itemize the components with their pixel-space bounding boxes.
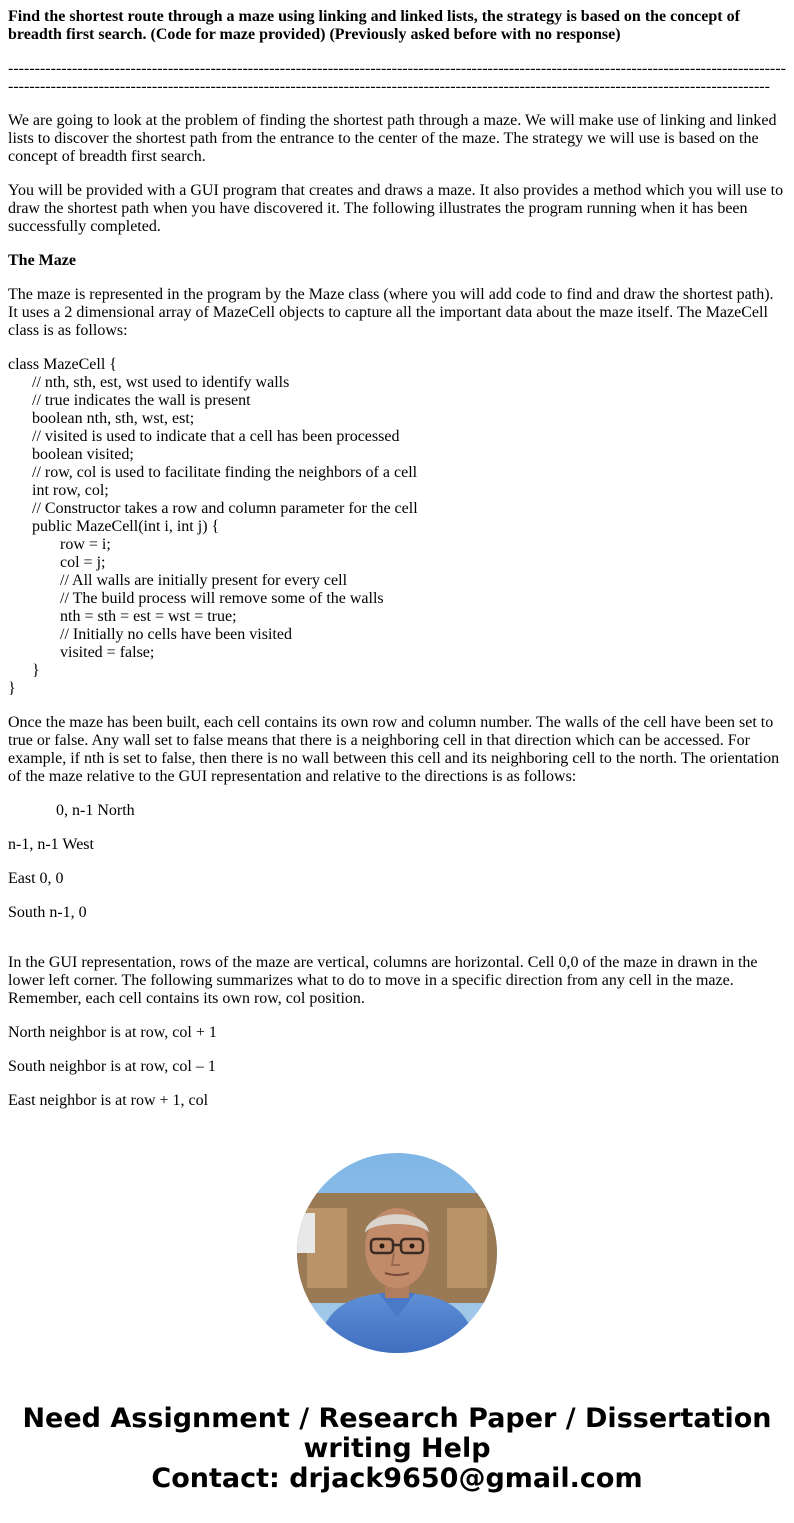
code-line: col = j; [8, 554, 106, 571]
promo-contact: Contact: drjack9650@gmail.com [151, 1463, 643, 1494]
gui-paragraph: You will be provided with a GUI program that creates and draws a maze. It also provides a method which you will use to draw the shortest path when you have discovered it. The following illustrates the program running when it has been successfully completed. [8, 182, 784, 235]
code-line: // All walls are initially present for every cell [8, 572, 348, 589]
mazecell-code-block [8, 356, 786, 698]
promo-banner [0, 1404, 794, 1494]
intro-paragraph: We are going to look at the problem of finding the shortest path through a maze. We will make use of linking and linked lists to discover the shortest path from the entrance to the center of the maze. The strategy we will use is based on the concept of breadth first search. [8, 112, 777, 165]
maze-description: The maze is represented in the program by the Maze class (where you will add code to find and draw the shortest path). It uses a 2 dimensional array of MazeCell objects to capture all the important data about the maze itself. The MazeCell class is as follows: [8, 286, 774, 339]
orientation-north: 0, n-1 North [56, 802, 135, 819]
code-line: } [8, 662, 40, 679]
code-line: // row, col is used to facilitate finding the neighbors of a cell [8, 464, 418, 481]
avatar [297, 1153, 497, 1353]
code-line: class MazeCell { [8, 356, 117, 373]
orientation-west: n-1, n-1 West [8, 836, 94, 853]
avatar-portrait-image [297, 1153, 497, 1353]
divider-line: ------------------------------------------------------------------------------------------------------------------------------------------------------------------------------------------------------------------------------------------------------------------------------------------------- [8, 60, 786, 95]
code-line: } [8, 680, 16, 697]
gui-representation-paragraph: In the GUI representation, rows of the maze are vertical, columns are horizontal. Cell 0,0 of the maze in drawn in the lower left corner. The following summarizes what to do to move in a specific direction from any cell in the maze. Remember, each cell contains its own row, col position. [8, 954, 758, 1007]
promo-line-1: Need Assignment / Research Paper / Dissertation [22, 1403, 772, 1434]
code-line: // true indicates the wall is present [8, 392, 251, 409]
code-line: // visited is used to indicate that a cell has been processed [8, 428, 400, 445]
question-title: Find the shortest route through a maze using linking and linked lists, the strategy is based on the concept of breadth first search. (Code for maze provided) (Previously asked before with no response) [8, 8, 740, 43]
neighbor-north: North neighbor is at row, col + 1 [8, 1024, 217, 1041]
maze-heading: The Maze [8, 252, 76, 269]
code-line: row = i; [8, 536, 111, 553]
after-code-paragraph: Once the maze has been built, each cell contains its own row and column number. The walls of the cell have been set to true or false. Any wall set to false means that there is a neighboring cell in that direction which can be accessed. For example, if nth is set to false, then there is no wall between this cell and its neighboring cell to the north. The orientation of the maze relative to the GUI representation and relative to the directions is as follows: [8, 714, 780, 785]
code-line: public MazeCell(int i, int j) { [8, 518, 220, 535]
spacer [8, 938, 786, 954]
code-line: int row, col; [8, 482, 109, 499]
neighbor-south: South neighbor is at row, col – 1 [8, 1058, 216, 1075]
code-line: // Constructor takes a row and column parameter for the cell [8, 500, 418, 517]
code-line: boolean nth, sth, wst, est; [8, 410, 195, 427]
orientation-east: East 0, 0 [8, 870, 64, 887]
neighbor-east: East neighbor is at row + 1, col [8, 1092, 209, 1109]
orientation-south: South n-1, 0 [8, 904, 87, 921]
code-line: // nth, sth, est, wst used to identify walls [8, 374, 290, 391]
code-line: nth = sth = est = wst = true; [8, 608, 237, 625]
code-line: boolean visited; [8, 446, 134, 463]
code-line: // Initially no cells have been visited [8, 626, 292, 643]
promo-line-2: writing Help [303, 1433, 491, 1464]
code-line: // The build process will remove some of the walls [8, 590, 384, 607]
code-line: visited = false; [8, 644, 155, 661]
